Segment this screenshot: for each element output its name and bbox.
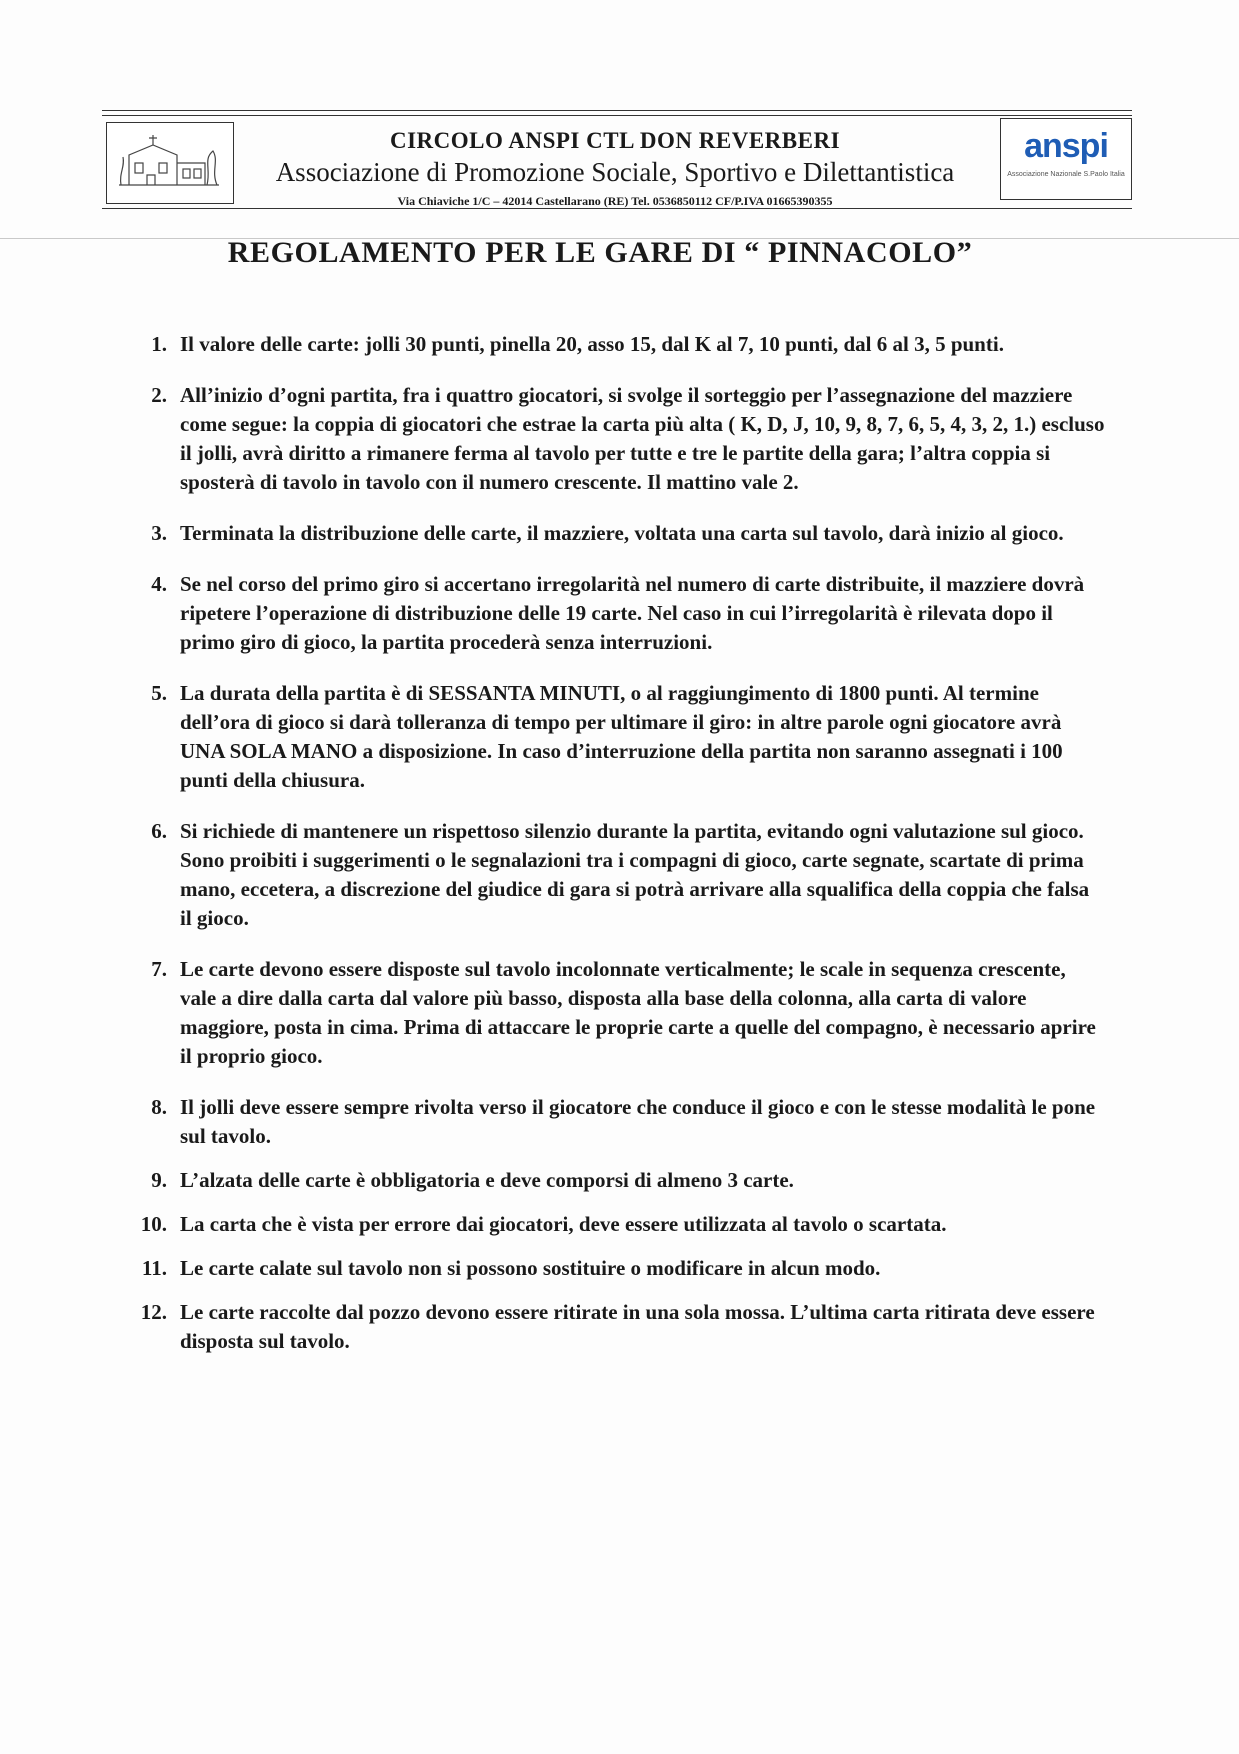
organization-block xyxy=(240,126,990,212)
organization-address: Via Chiaviche 1/C – 42014 Castellarano (RE) Tel. 0536850112 CF/P.IVA 01665390355 xyxy=(397,194,833,208)
rule-text: Le carte devono essere disposte sul tavolo incolonnate verticalmente; le scale in sequenza crescente, vale a dire dalla carta dal valore più basso, disposta alla base della colonna, alla carta di valore maggiore, posta in cima. Prima di attaccare le proprie carte a quelle del compagno, è necessario aprire il proprio gioco. xyxy=(180,957,1096,1068)
rule-item xyxy=(125,519,1105,548)
rule-number: 4. xyxy=(151,572,167,596)
rule-text: All’inizio d’ogni partita, fra i quattro giocatori, si svolge il sorteggio per l’assegnazione del mazziere come segue: la coppia di giocatori che estrae la carta più alta ( K, D, J, 10, 9, 8, 7, 6, 5, 4, 3, 2, 1.) escluso il jolli, avrà diritto a rimanere ferma al tavolo per tutte e tre le partite della gara; l’altra coppia si sposterà di tavolo in tavolo con il numero crescente. Il mattino vale 2. xyxy=(180,383,1105,494)
rule-number: 6. xyxy=(151,819,167,843)
rules-list xyxy=(125,330,1105,1356)
rule-number: 8. xyxy=(151,1095,167,1119)
rule-text: Se nel corso del primo giro si accertano irregolarità nel numero di carte distribuite, il mazziere dovrà ripetere l’operazione di distribuzione delle 19 carte. Nel caso in cui l’irregolarità è rilevata dopo il primo giro di gioco, la partita procederà senza interruzioni. xyxy=(180,572,1085,654)
rule-number: 9. xyxy=(151,1168,167,1192)
rule-item xyxy=(125,817,1105,933)
anspi-logo-text: anspi xyxy=(1024,127,1108,165)
rule-text: L’alzata delle carte è obbligatoria e deve comporsi di almeno 3 carte. xyxy=(180,1168,794,1192)
rule-number: 12. xyxy=(140,1300,167,1324)
header-top-rule xyxy=(102,110,1132,111)
rule-item xyxy=(125,1210,1105,1239)
rule-number: 2. xyxy=(151,383,167,407)
rule-number: 10. xyxy=(140,1212,167,1236)
rule-item xyxy=(125,679,1105,795)
rule-text: Il jolli deve essere sempre rivolta verso il giocatore che conduce il gioco e con le stesse modalità le pone sul tavolo. xyxy=(180,1095,1096,1148)
rule-item xyxy=(125,1093,1105,1151)
rule-text: Le carte calate sul tavolo non si possono sostituire o modificare in alcun modo. xyxy=(180,1256,881,1280)
rule-item xyxy=(125,1254,1105,1283)
anspi-logo-tagline: Associazione Nazionale S.Paolo Italia xyxy=(1007,171,1125,178)
rule-item xyxy=(125,330,1105,359)
rule-number: 3. xyxy=(151,521,167,545)
document-title: REGOLAMENTO PER LE GARE DI “ PINNACOLO” xyxy=(227,236,973,269)
rule-item xyxy=(125,381,1105,497)
rule-text: Le carte raccolte dal pozzo devono essere ritirate in una sola mossa. L’ultima carta ritirata deve essere disposta sul tavolo. xyxy=(180,1300,1095,1353)
rule-item xyxy=(125,1166,1105,1195)
rule-text: La durata della partita è di SESSANTA MINUTI, o al raggiungimento di 1800 punti. Al termine dell’ora di gioco si darà tolleranza di tempo per ultimare il giro: in altre parole ogni giocatore avrà UNA SOLA MANO a disposizione. In caso d’interruzione della partita non saranno assegnati i 100 punti della chiusura. xyxy=(180,681,1063,792)
rule-item xyxy=(125,955,1105,1071)
rule-number: 5. xyxy=(151,681,167,705)
rule-item xyxy=(125,570,1105,657)
rule-number: 1. xyxy=(151,332,167,356)
rule-number: 7. xyxy=(151,957,167,981)
rule-text: Terminata la distribuzione delle carte, il mazziere, voltata una carta sul tavolo, darà inizio al gioco. xyxy=(180,521,1064,545)
rule-text: La carta che è vista per errore dai giocatori, deve essere utilizzata al tavolo o scartata. xyxy=(180,1212,947,1236)
organization-name: CIRCOLO ANSPI CTL DON REVERBERI xyxy=(389,128,841,153)
church-building-drawing-icon xyxy=(106,122,234,204)
rule-number: 11. xyxy=(141,1256,167,1280)
anspi-logo xyxy=(1000,118,1132,200)
rule-text: Il valore delle carte: jolli 30 punti, pinella 20, asso 15, dal K al 7, 10 punti, dal 6 al 3, 5 punti. xyxy=(180,332,1004,356)
organization-subtitle: Associazione di Promozione Sociale, Sportivo e Dilettantistica xyxy=(275,157,955,187)
rule-text: Si richiede di mantenere un rispettoso silenzio durante la partita, evitando ogni valutazione sul gioco. Sono proibiti i suggerimenti o le segnalazioni tra i compagni di gioco, carte segnate, scartate di prima mano, eccetera, a discrezione del giudice di gara si potrà arrivare alla squalifica della coppia che falsa il gioco. xyxy=(180,819,1090,930)
rule-item xyxy=(125,1298,1105,1356)
